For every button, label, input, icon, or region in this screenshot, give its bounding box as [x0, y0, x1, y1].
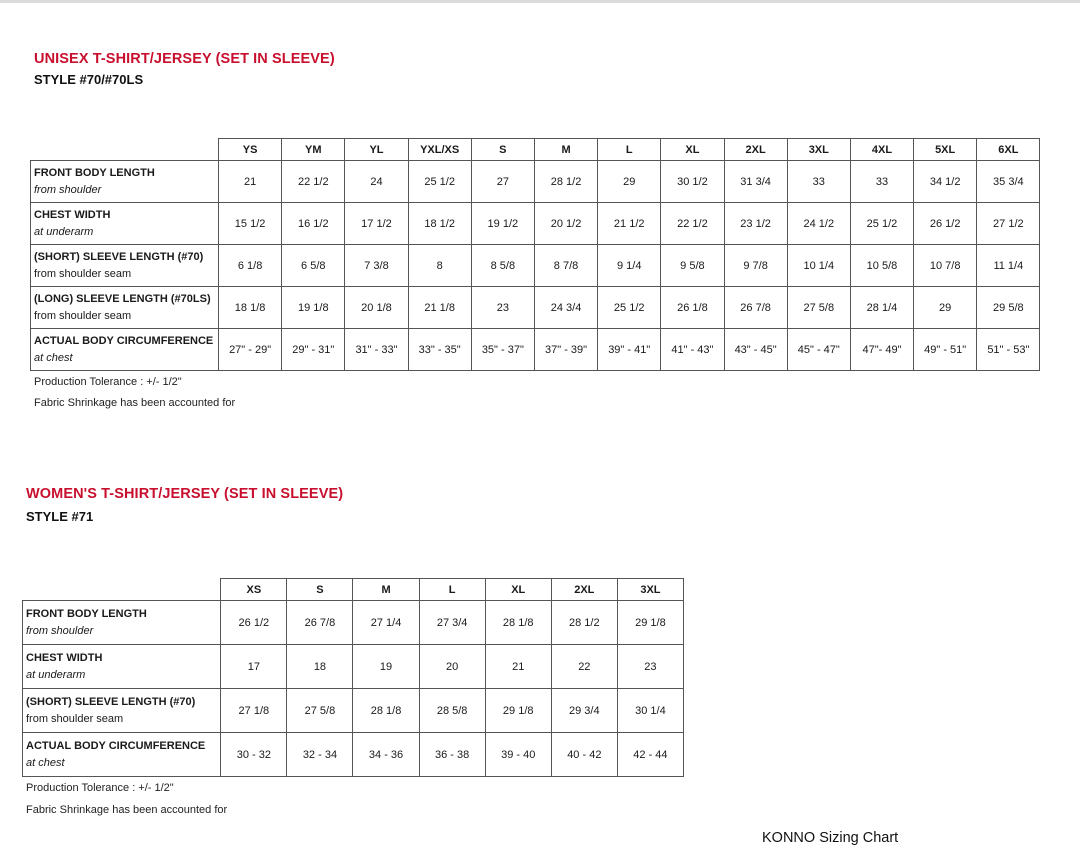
measurement-value: 18 1/8 — [219, 287, 282, 329]
measurement-value: 28 1/8 — [485, 601, 551, 645]
measurement-point: from shoulder — [26, 624, 94, 637]
measurement-point: at underarm — [34, 225, 94, 238]
measurement-value: 10 7/8 — [914, 245, 977, 287]
measurement-value: 18 — [287, 645, 353, 689]
unisex-tolerance-note: Production Tolerance : +/- 1/2" — [34, 376, 182, 388]
table-row — [23, 689, 684, 733]
size-header: XS — [221, 579, 287, 601]
measurement-label — [31, 203, 219, 245]
measurement-value: 36 - 38 — [419, 733, 485, 777]
measurement-value: 11 1/4 — [977, 245, 1040, 287]
measurement-name: FRONT BODY LENGTH — [34, 166, 155, 179]
size-header: 2XL — [724, 139, 787, 161]
measurement-value: 8 — [408, 245, 471, 287]
size-header: 4XL — [850, 139, 913, 161]
footer-caption: KONNO Sizing Chart — [762, 830, 899, 846]
unisex-title: UNISEX T-SHIRT/JERSEY (SET IN SLEEVE) — [34, 51, 335, 67]
measurement-value: 6 5/8 — [282, 245, 345, 287]
measurement-value: 30 1/4 — [617, 689, 683, 733]
size-header: YM — [282, 139, 345, 161]
measurement-value: 21 — [219, 161, 282, 203]
measurement-value: 24 1/2 — [787, 203, 850, 245]
measurement-value: 23 1/2 — [724, 203, 787, 245]
measurement-value: 27" - 29" — [219, 329, 282, 371]
measurement-value: 30 1/2 — [661, 161, 724, 203]
measurement-value: 41" - 43" — [661, 329, 724, 371]
measurement-label — [23, 645, 221, 689]
measurement-value: 7 3/8 — [345, 245, 408, 287]
measurement-value: 51" - 53" — [977, 329, 1040, 371]
measurement-point: from shoulder seam — [34, 267, 132, 280]
table-corner — [23, 579, 221, 601]
measurement-point: at chest — [26, 756, 65, 769]
measurement-value: 32 - 34 — [287, 733, 353, 777]
measurement-value: 19 — [353, 645, 419, 689]
measurement-point: from shoulder seam — [26, 712, 124, 725]
measurement-value: 28 5/8 — [419, 689, 485, 733]
measurement-value: 28 1/4 — [850, 287, 913, 329]
unisex-size-table — [30, 138, 1040, 371]
measurement-value: 9 7/8 — [724, 245, 787, 287]
size-header: M — [353, 579, 419, 601]
measurement-value: 42 - 44 — [617, 733, 683, 777]
measurement-name: (SHORT) SLEEVE LENGTH (#70) — [34, 250, 204, 263]
table-row — [31, 203, 1040, 245]
measurement-value: 27 1/8 — [221, 689, 287, 733]
women-size-table — [22, 578, 684, 777]
measurement-value: 28 1/2 — [534, 161, 597, 203]
measurement-value: 47"- 49" — [850, 329, 913, 371]
table-row — [31, 329, 1040, 371]
measurement-value: 26 1/8 — [661, 287, 724, 329]
measurement-value: 23 — [617, 645, 683, 689]
measurement-label — [31, 245, 219, 287]
measurement-name: ACTUAL BODY CIRCUMFERENCE — [34, 334, 214, 347]
measurement-label — [31, 287, 219, 329]
measurement-value: 29 — [914, 287, 977, 329]
size-header: YS — [219, 139, 282, 161]
size-header: S — [287, 579, 353, 601]
size-header: S — [471, 139, 534, 161]
measurement-point: at underarm — [26, 668, 86, 681]
measurement-value: 20 — [419, 645, 485, 689]
measurement-value: 27 3/4 — [419, 601, 485, 645]
measurement-value: 29 1/8 — [617, 601, 683, 645]
women-tolerance-note: Production Tolerance : +/- 1/2" — [26, 782, 174, 794]
measurement-value: 25 1/2 — [408, 161, 471, 203]
measurement-value: 49" - 51" — [914, 329, 977, 371]
measurement-label — [31, 329, 219, 371]
measurement-value: 39" - 41" — [598, 329, 661, 371]
measurement-value: 22 1/2 — [282, 161, 345, 203]
measurement-value: 25 1/2 — [850, 203, 913, 245]
measurement-value: 40 - 42 — [551, 733, 617, 777]
measurement-label — [31, 161, 219, 203]
measurement-value: 21 1/8 — [408, 287, 471, 329]
measurement-value: 29" - 31" — [282, 329, 345, 371]
table-row — [23, 733, 684, 777]
measurement-point: from shoulder — [34, 183, 102, 196]
measurement-value: 26 1/2 — [221, 601, 287, 645]
size-header: L — [419, 579, 485, 601]
measurement-value: 28 1/2 — [551, 601, 617, 645]
measurement-value: 21 1/2 — [598, 203, 661, 245]
measurement-value: 24 — [345, 161, 408, 203]
table-row — [23, 601, 684, 645]
measurement-value: 25 1/2 — [598, 287, 661, 329]
table-corner — [31, 139, 219, 161]
measurement-value: 24 3/4 — [534, 287, 597, 329]
measurement-value: 43" - 45" — [724, 329, 787, 371]
measurement-name: FRONT BODY LENGTH — [26, 607, 147, 620]
measurement-point: at chest — [34, 351, 73, 364]
measurement-value: 8 7/8 — [534, 245, 597, 287]
measurement-value: 33" - 35" — [408, 329, 471, 371]
measurement-value: 30 - 32 — [221, 733, 287, 777]
measurement-value: 31" - 33" — [345, 329, 408, 371]
measurement-label — [23, 733, 221, 777]
measurement-value: 6 1/8 — [219, 245, 282, 287]
measurement-value: 19 1/8 — [282, 287, 345, 329]
table-row — [31, 245, 1040, 287]
measurement-value: 19 1/2 — [471, 203, 534, 245]
measurement-value: 27 1/4 — [353, 601, 419, 645]
size-header: YXL/XS — [408, 139, 471, 161]
women-title: WOMEN'S T-SHIRT/JERSEY (SET IN SLEEVE) — [26, 486, 344, 502]
measurement-label — [23, 689, 221, 733]
measurement-value: 29 1/8 — [485, 689, 551, 733]
measurement-value: 26 7/8 — [724, 287, 787, 329]
measurement-value: 20 1/8 — [345, 287, 408, 329]
measurement-value: 10 1/4 — [787, 245, 850, 287]
measurement-value: 10 5/8 — [850, 245, 913, 287]
size-header: 5XL — [914, 139, 977, 161]
measurement-value: 39 - 40 — [485, 733, 551, 777]
measurement-value: 22 1/2 — [661, 203, 724, 245]
measurement-value: 15 1/2 — [219, 203, 282, 245]
measurement-value: 27 1/2 — [977, 203, 1040, 245]
measurement-value: 31 3/4 — [724, 161, 787, 203]
table-row — [31, 287, 1040, 329]
measurement-value: 27 5/8 — [787, 287, 850, 329]
measurement-value: 18 1/2 — [408, 203, 471, 245]
measurement-value: 33 — [850, 161, 913, 203]
measurement-point: from shoulder seam — [34, 309, 132, 322]
measurement-value: 9 5/8 — [661, 245, 724, 287]
measurement-value: 37" - 39" — [534, 329, 597, 371]
measurement-value: 23 — [471, 287, 534, 329]
measurement-value: 22 — [551, 645, 617, 689]
measurement-value: 27 5/8 — [287, 689, 353, 733]
size-header: 3XL — [617, 579, 683, 601]
measurement-value: 29 — [598, 161, 661, 203]
measurement-name: (LONG) SLEEVE LENGTH (#70LS) — [34, 292, 211, 305]
measurement-name: CHEST WIDTH — [34, 208, 111, 221]
measurement-name: ACTUAL BODY CIRCUMFERENCE — [26, 739, 206, 752]
measurement-value: 34 - 36 — [353, 733, 419, 777]
measurement-value: 35" - 37" — [471, 329, 534, 371]
table-row — [23, 645, 684, 689]
measurement-label — [23, 601, 221, 645]
table-row — [31, 161, 1040, 203]
measurement-value: 21 — [485, 645, 551, 689]
size-header: L — [598, 139, 661, 161]
measurement-value: 26 7/8 — [287, 601, 353, 645]
size-header: XL — [661, 139, 724, 161]
measurement-value: 20 1/2 — [534, 203, 597, 245]
women-shrinkage-note: Fabric Shrinkage has been accounted for — [26, 804, 228, 816]
women-style: STYLE #71 — [26, 509, 94, 524]
measurement-value: 16 1/2 — [282, 203, 345, 245]
measurement-value: 9 1/4 — [598, 245, 661, 287]
measurement-value: 28 1/8 — [353, 689, 419, 733]
measurement-name: CHEST WIDTH — [26, 651, 103, 664]
measurement-value: 8 5/8 — [471, 245, 534, 287]
unisex-shrinkage-note: Fabric Shrinkage has been accounted for — [34, 397, 236, 409]
size-header: 2XL — [551, 579, 617, 601]
size-header: 6XL — [977, 139, 1040, 161]
size-header: XL — [485, 579, 551, 601]
top-divider — [0, 0, 1080, 3]
measurement-value: 17 — [221, 645, 287, 689]
measurement-value: 17 1/2 — [345, 203, 408, 245]
measurement-value: 45" - 47" — [787, 329, 850, 371]
measurement-value: 29 5/8 — [977, 287, 1040, 329]
measurement-value: 34 1/2 — [914, 161, 977, 203]
size-header: YL — [345, 139, 408, 161]
measurement-value: 33 — [787, 161, 850, 203]
measurement-name: (SHORT) SLEEVE LENGTH (#70) — [26, 695, 196, 708]
measurement-value: 29 3/4 — [551, 689, 617, 733]
size-header: M — [534, 139, 597, 161]
size-header: 3XL — [787, 139, 850, 161]
measurement-value: 26 1/2 — [914, 203, 977, 245]
unisex-style: STYLE #70/#70LS — [34, 72, 144, 87]
measurement-value: 35 3/4 — [977, 161, 1040, 203]
measurement-value: 27 — [471, 161, 534, 203]
